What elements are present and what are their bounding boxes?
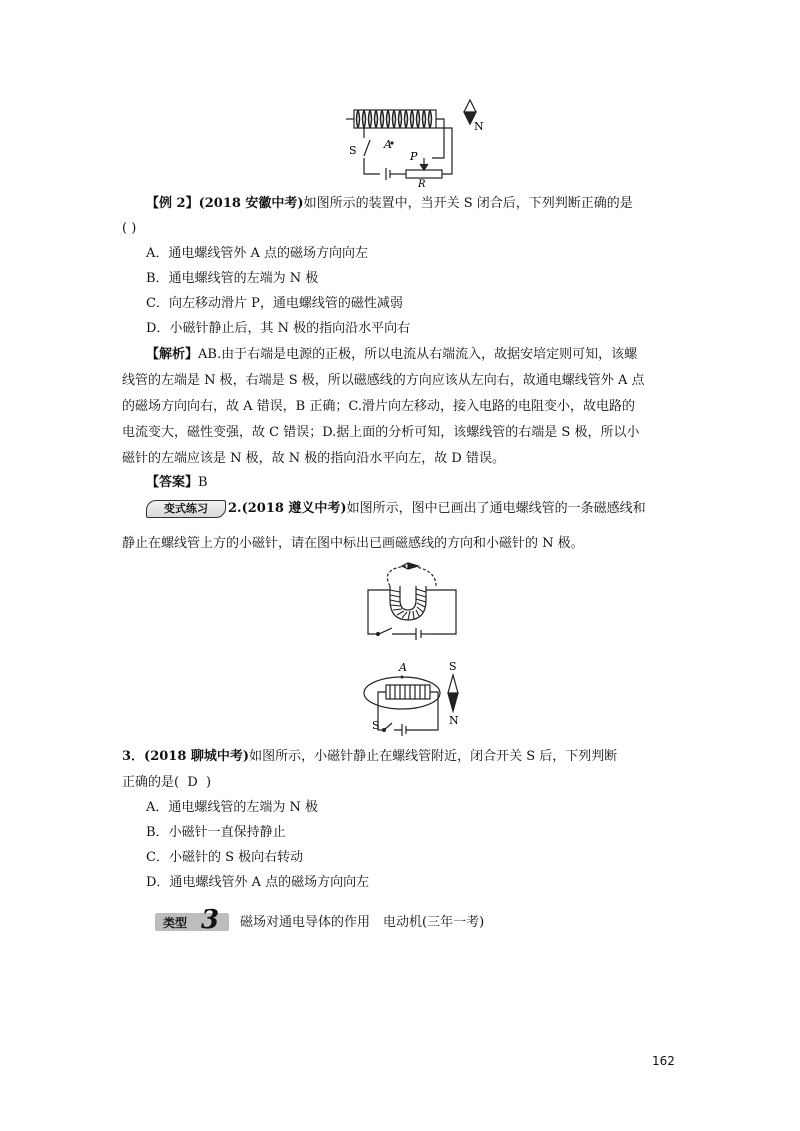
q3-option-b: B．小磁针一直保持静止: [146, 825, 286, 840]
fig1-label-N: N: [474, 120, 484, 133]
analysis-line-3: 的磁场方向向右，故 A 错误，B 正确；C.滑片向左移动，接入电路的电阻变小，故电路的: [122, 399, 635, 414]
fig3-label-N-bottom: N: [449, 714, 459, 727]
q3-line-1: 3．(2018 聊城中考)如图所示，小磁针静止在螺线管附近，闭合开关 S 后，下列判断: [122, 749, 618, 764]
example2-tag: 【例 2】: [146, 196, 199, 211]
q3-option-d: D．通电螺线管外 A 点的磁场方向向左: [146, 875, 370, 890]
fig3-label-S-top: S: [449, 660, 457, 673]
variation-source: (2018 遵义中考): [241, 501, 347, 516]
example2-stem: [146, 195, 633, 213]
section-badge: [155, 905, 229, 935]
fig1-label-P: P: [410, 150, 418, 163]
analysis-tag: 【解析】: [146, 347, 199, 362]
figure-u-solenoid: [360, 562, 470, 642]
fig3-label-A: A: [399, 661, 407, 674]
analysis-line-5: 磁针的左端应该是 N 极，故 N 极的指向沿水平向左，故 D 错误。: [122, 451, 505, 466]
fig3-label-switch: S: [372, 719, 380, 732]
fig1-label-S: S: [349, 144, 357, 157]
example2-option-c: C．向左移动滑片 P，通电螺线管的磁性减弱: [146, 296, 403, 311]
figure-solenoid-compass: [360, 655, 480, 740]
figure-solenoid-rheostat: [340, 98, 500, 188]
example2-option-a: A．通电螺线管外 A 点的磁场方向向左: [146, 246, 369, 261]
section-title: 磁场对通电导体的作用 电动机(三年一考): [240, 915, 485, 930]
analysis-line-1: 【解析】AB.由于右端是电源的正极，所以电流从右端流入，故据安培定则可知，该螺: [146, 347, 638, 362]
example2-stem-text: 如图所示的装置中，当开关 S 闭合后，下列判断正确的是: [303, 196, 633, 211]
example2-option-d: D．小磁针静止后，其 N 极的指向沿水平向右: [146, 321, 411, 336]
q3-source: (2018 聊城中考): [144, 749, 250, 764]
answer-line: [146, 474, 208, 492]
fig1-label-R: R: [418, 179, 426, 188]
q3-answer: D: [187, 775, 198, 790]
page-number: 162: [652, 1054, 675, 1068]
q3-line-2: 正确的是( D ): [122, 775, 212, 790]
answer-tag: 【答案】: [146, 475, 199, 490]
answer-value: B: [198, 475, 208, 490]
q3-option-a: A．通电螺线管的左端为 N 极: [146, 800, 319, 815]
example2-option-b: B．通电螺线管的左端为 N 极: [146, 271, 319, 286]
example2-source: (2018 安徽中考): [198, 196, 304, 211]
q3-option-c: C．小磁针的 S 极向右转动: [146, 850, 304, 865]
analysis-line-4: 电流变大，磁性变强，故 C 错误；D.据上面的分析可知，该螺线管的右端是 S 极，所以小: [122, 425, 640, 440]
variation-badge: 变式练习: [146, 500, 226, 518]
example2-blank: ( ): [122, 221, 137, 236]
variation-line-1: 2.(2018 遵义中考)如图所示，图中已画出了通电螺线管的一条磁感线和: [228, 501, 646, 516]
section-label: 类型: [163, 916, 188, 930]
fig1-label-A: A: [384, 138, 392, 151]
section-number: 3: [201, 905, 220, 935]
analysis-line-2: 线管的左端是 N 极，右端是 S 极，所以磁感线的方向应该从左向右，故通电螺线管外 A 点: [122, 373, 645, 388]
variation-line-2: 静止在螺线管上方的小磁针，请在图中标出已画磁感线的方向和小磁针的 N 极。: [122, 536, 584, 551]
